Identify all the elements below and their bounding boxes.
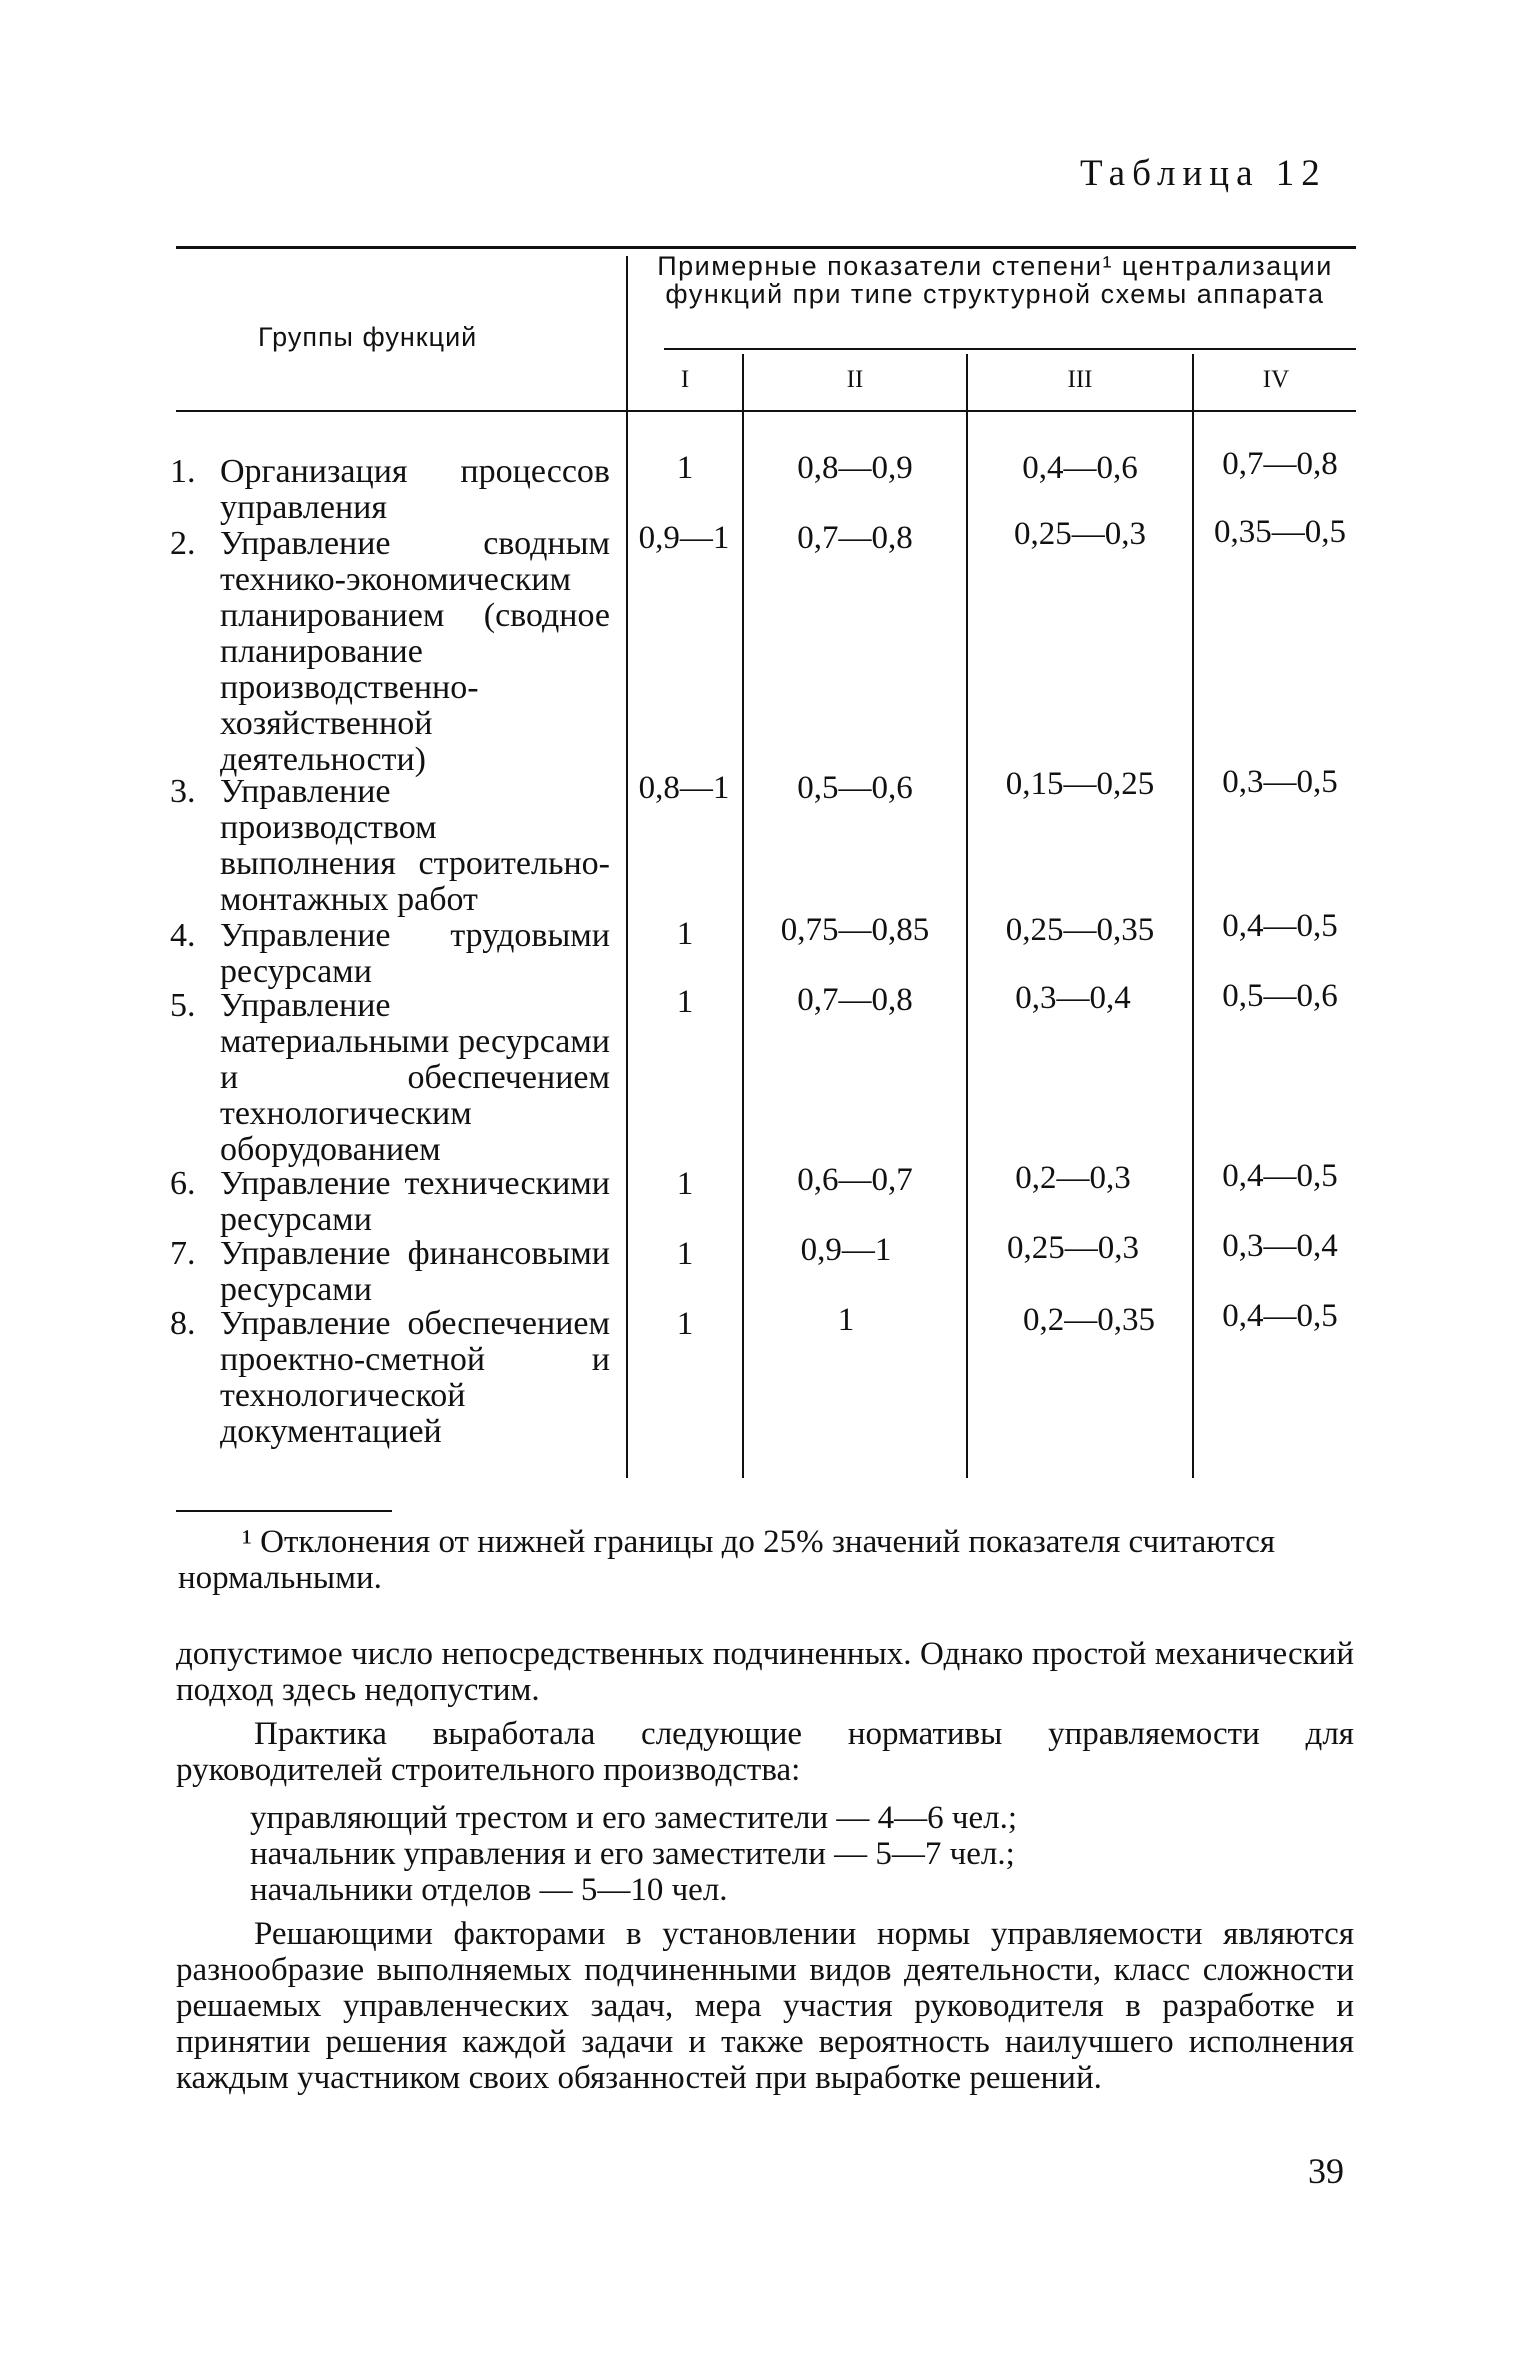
- paragraph-1: допустимое число непосредственных подчиненных. Однако простой механический подход здесь недопустим.: [176, 1636, 1354, 1708]
- table-row-label: [170, 1306, 610, 1450]
- table-cell: 0,3—0,4: [1015, 980, 1131, 1016]
- table-cell: 0,7—0,8: [797, 520, 913, 556]
- header-indicators: Примерные показатели степени¹ централизации функций при типе структурной схемы аппарата: [657, 251, 1333, 309]
- table-cell: 0,25—0,3: [1014, 516, 1146, 552]
- table-cell: 0,3—0,5: [1222, 764, 1338, 800]
- table-title: Таблица 12: [1080, 153, 1327, 194]
- table-row-label: [170, 1166, 610, 1238]
- row-number: 7.: [170, 1235, 196, 1272]
- table-cell: 0,9—1: [800, 1232, 892, 1268]
- header-sub-rule: [664, 348, 1356, 350]
- table-row-label: [170, 918, 610, 990]
- table-cell: 0,15—0,25: [1005, 766, 1155, 802]
- row-number: 3.: [170, 773, 196, 810]
- table-cell: 0,75—0,85: [780, 912, 930, 948]
- table-cell: 1: [676, 1236, 694, 1272]
- row-text: Управление техническими ресурсами: [220, 1165, 610, 1238]
- table-cell: 1: [837, 1302, 855, 1338]
- col-header-3: III: [1067, 366, 1093, 393]
- table-row-label: [170, 454, 610, 526]
- table-cell: 0,4—0,5: [1222, 908, 1338, 944]
- table-cell: 0,3—0,4: [1222, 1228, 1338, 1264]
- table-cell: 0,4—0,5: [1222, 1158, 1338, 1194]
- norm-line-1: управляющий трестом и его заместители — 4—6 чел.;: [250, 1800, 1018, 1836]
- col-divider-2: [742, 354, 744, 1478]
- table-top-rule: [176, 246, 1356, 249]
- table-cell: 1: [676, 1306, 694, 1342]
- row-text: Управление производством выполнения строительно-монтажных работ: [220, 773, 610, 918]
- row-number: 6.: [170, 1165, 196, 1202]
- col-divider-1: [626, 256, 628, 1478]
- table-row-label: [170, 526, 610, 778]
- page-number: 39: [1308, 2151, 1344, 2191]
- table-cell: 0,4—0,6: [1022, 450, 1138, 486]
- table-cell: 0,2—0,3: [1015, 1160, 1131, 1196]
- table-cell: 0,8—1: [638, 770, 730, 806]
- table-row-label: [170, 988, 610, 1168]
- table-row-label: [170, 774, 610, 918]
- table-cell: 1: [676, 916, 694, 952]
- row-text: Управление обеспечением проектно-сметной и технологической документацией: [220, 1305, 610, 1450]
- table-cell: 0,6—0,7: [797, 1162, 913, 1198]
- table-cell: 0,5—0,6: [1222, 978, 1338, 1014]
- col-divider-3: [966, 354, 968, 1478]
- paragraph-3: Решающими факторами в установлении нормы управляемости являются разнообразие выполняемых подчиненными видов деятельности, класс сложности решаемых управленческих задач, мера участия руководителя в разработке и принятии решения каждой задачи и также вероятность наилучшего исполнения каждым участником своих обязанностей при выработке решений.: [176, 1916, 1354, 2096]
- row-number: 1.: [170, 453, 196, 490]
- row-number: 2.: [170, 525, 196, 562]
- row-text: Управление финансовыми ресурсами: [220, 1235, 610, 1308]
- row-number: 4.: [170, 917, 196, 954]
- footnote-rule: [176, 1510, 392, 1512]
- table-cell: 0,35—0,5: [1214, 514, 1346, 550]
- table-cell: 0,25—0,3: [1007, 1230, 1139, 1266]
- row-number: 8.: [170, 1305, 196, 1342]
- header-groups: Группы функций: [258, 322, 478, 352]
- row-text: Управление сводным технико-экономическим планированием (сводное планирование производственно-хозяйственной деятельности): [220, 525, 610, 778]
- table-cell: 0,9—1: [638, 520, 730, 556]
- norm-line-2: начальник управления и его заместители — 5—7 чел.;: [250, 1836, 1015, 1872]
- table-cell: 0,2—0,35: [1023, 1302, 1155, 1338]
- row-number: 5.: [170, 987, 196, 1024]
- table-row-label: [170, 1236, 610, 1308]
- table-cell: 0,8—0,9: [797, 450, 913, 486]
- table-cell: 1: [676, 450, 694, 486]
- header-bottom-rule: [176, 410, 1356, 412]
- row-text: Организация процессов управления: [220, 453, 610, 526]
- footnote: ¹ Отклонения от нижней границы до 25% значений показателя считаются нормальными.: [178, 1524, 1276, 1596]
- table-cell: 1: [676, 984, 694, 1020]
- table-cell: 0,7—0,8: [1222, 446, 1338, 482]
- paragraph-2: Практика выработала следующие нормативы управляемости для руководителей строительного производства:: [176, 1716, 1354, 1788]
- table-cell: 0,5—0,6: [797, 770, 913, 806]
- col-header-1: I: [680, 366, 690, 393]
- table-cell: 1: [676, 1166, 694, 1202]
- table-cell: 0,4—0,5: [1222, 1298, 1338, 1334]
- col-header-4: IV: [1262, 366, 1290, 393]
- row-text: Управление материальными ресурсами и обеспечением технологическим оборудованием: [220, 987, 610, 1168]
- table-cell: 0,7—0,8: [797, 982, 913, 1018]
- row-text: Управление трудовыми ресурсами: [220, 917, 610, 990]
- table-cell: 0,25—0,35: [1005, 912, 1155, 948]
- col-header-2: II: [846, 366, 864, 393]
- norm-line-3: начальники отделов — 5—10 чел.: [250, 1872, 728, 1908]
